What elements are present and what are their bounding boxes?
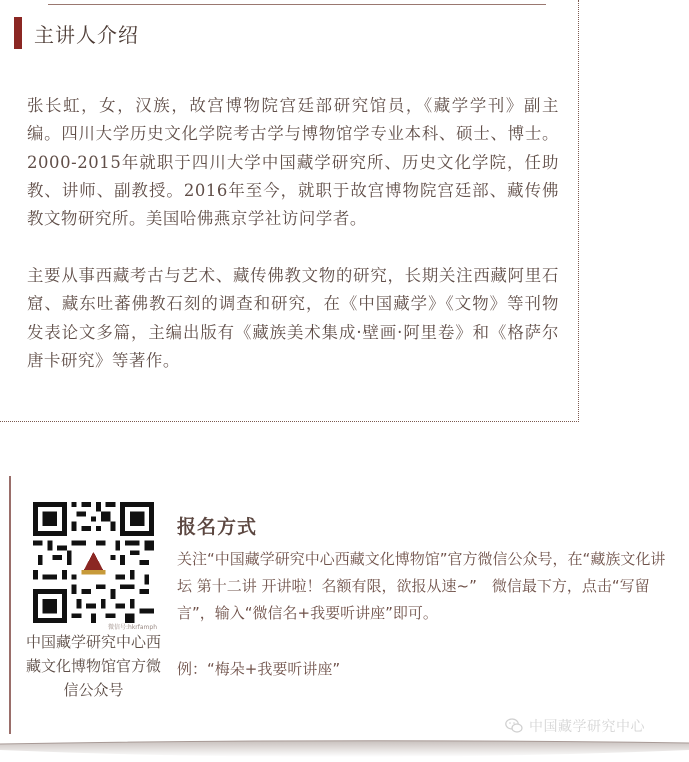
bio-paragraph-1: 张长虹，女，汉族，故宫博物院宫廷部研究馆员，《藏学学刊》副主编。四川大学历史文化学院考古学与博物馆学专业本科、硕士、博士。2000-2015年就职于四川大学中国藏学研究所、历史文化学院，任助教、讲师、副教授。2016年至今，就职于故宫博物院宫廷部、藏传佛教文物研究所。美国哈佛燕京学社访问学者。 (27, 96, 559, 229)
section-title: 主讲人介绍 (34, 22, 139, 47)
watermark (505, 716, 645, 736)
qr-code-icon (33, 502, 154, 623)
top-divider (48, 4, 546, 5)
left-divider (9, 476, 11, 734)
bottom-shadow-decoration (0, 738, 689, 762)
signup-instructions: 关注“中国藏学研究中心西藏文化博物馆”官方微信公众号，在“藏族文化讲坛 第十二讲 开讲啦！名额有限，欲报从速~” 微信最下方，点击“写留言”，输入“微信名+我要听讲座”即可。 (177, 550, 666, 622)
signup-title: 报名方式 (177, 516, 258, 538)
watermark-text: 中国藏学研究中心 (529, 719, 645, 735)
signup-card (0, 476, 689, 762)
qr-small-caption: 微信号:hkrfamph (108, 624, 158, 631)
wechat-icon (505, 718, 523, 734)
bio-paragraph-2: 主要从事西藏考古与艺术、藏传佛教文物的研究，长期关注西藏阿里石窟、藏东吐蕃佛教石刻的调查和研究，在《中国藏学》《文物》等刊物发表论文多篇，主编出版有《藏族美术集成·壁画·阿里卷》和《格萨尔唐卡研究》等著作。 (27, 266, 559, 370)
speaker-intro-card (0, 0, 579, 422)
section-header (14, 17, 139, 49)
signup-example: 例：“梅朵+我要听讲座” (177, 660, 341, 678)
header-accent-bar (14, 17, 22, 49)
qr-caption: 中国藏学研究中心西藏文化博物馆官方微信公众号 (25, 633, 161, 699)
